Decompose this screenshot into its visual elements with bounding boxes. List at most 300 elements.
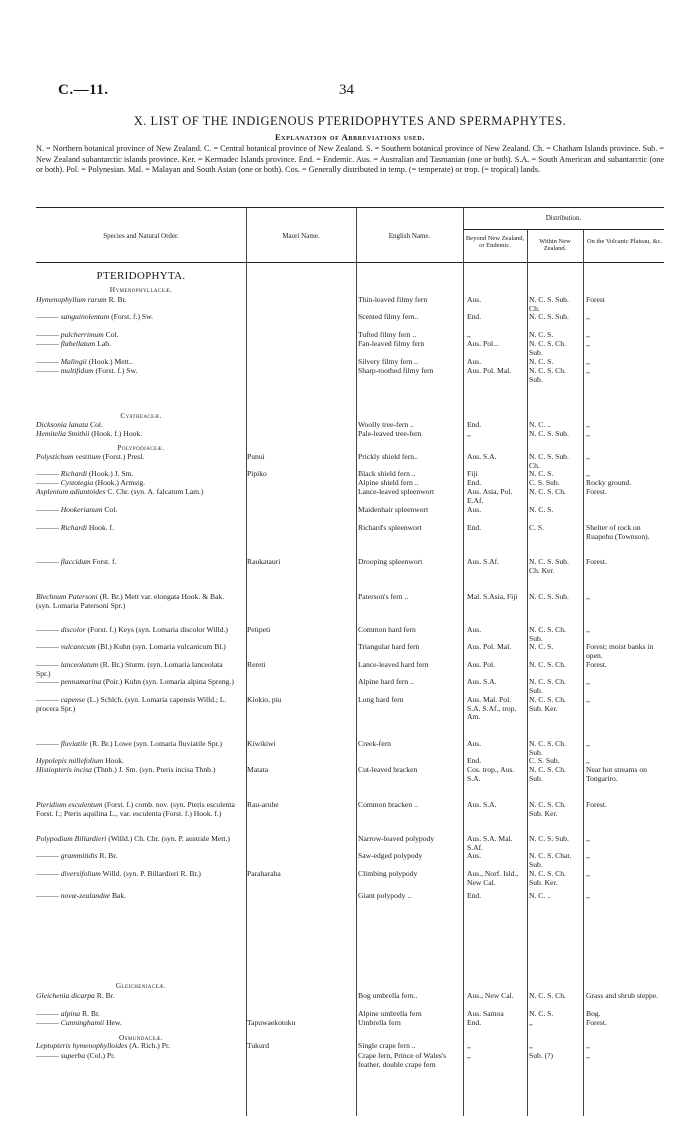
within-nz-cell: Sub. (?) [529,1051,554,1060]
english-name-cell: Scented filmy fern.. [358,312,419,321]
species-cell [36,296,236,305]
species-epithet: rarum [87,295,107,304]
species-cell [36,678,236,687]
maori-name-cell: Raukatauri [247,557,281,566]
volcanic-plateau-cell: ,, [586,695,590,704]
ditto-dash: ——— [36,339,61,348]
english-name-cell: Sharp-toothed filmy fern [358,366,434,375]
beyond-nz-cell: Aus. [467,739,482,748]
species-authority: Hew. [106,1018,122,1027]
species-authority: Col. [105,330,119,339]
species-cell [36,313,236,322]
within-nz-cell: N. C. S. [529,505,554,514]
species-cell [36,696,236,713]
genus-name: Dicksonia [36,420,69,429]
genus-name: Hypolepis [36,756,69,765]
species-epithet: Malingii [60,357,87,366]
species-epithet: sanguinolentum [60,312,110,321]
species-authority: (R. Br.) Mett var. elongata Hook. & Bak. (syn. Lomaria Patersoni Spr.) [36,592,225,610]
species-cell [36,367,236,376]
beyond-nz-cell: Aus. S.Af. [467,557,500,566]
species-authority: Hook. f. [88,523,114,532]
english-name-cell: Creek-fern [358,739,391,748]
ditto-dash: ——— [36,660,61,669]
species-cell [36,766,236,775]
within-nz-cell: ,, [529,1018,533,1027]
english-name-cell: Silvery filmy fern .. [358,357,419,366]
genus-name: Histiopteris [36,765,74,774]
beyond-nz-cell: Aus. [467,505,482,514]
within-nz-cell: N. C. S. Ch. Sub. [529,366,566,384]
ditto-dash: ——— [36,891,61,900]
volcanic-plateau-cell: ,, [586,1051,590,1060]
genus-name: Polystichum [36,452,76,461]
species-cell [36,524,236,533]
within-nz-cell: N. C. S. Ch. [529,487,566,496]
english-name-cell: Tufted filmy fern .. [358,330,417,339]
beyond-nz-cell: Aus. S.A. [467,800,497,809]
species-authority: (Poir.) Kuhn (syn. Lomaria alpina Spreng.) [103,677,234,686]
species-epithet: alpina [60,1009,81,1018]
maori-name-cell: Paraharaha [247,869,281,878]
family-heading: Osmundaceæ. [119,1033,163,1042]
species-epithet: Richardi [60,469,87,478]
species-epithet: Billardieri [74,834,107,843]
volcanic-plateau-cell: ,, [586,452,590,461]
beyond-nz-cell: ,, [467,330,471,339]
volcanic-plateau-cell: ,, [586,851,590,860]
volcanic-plateau-cell: ,, [586,869,590,878]
species-authority: (Forst. f.) Keys (syn. Lomaria discolor Willd.) [87,625,228,634]
within-nz-cell: N. C. S. Ch. Sub. Ker. [529,695,566,713]
species-authority: (Bl.) Kuhn (syn. Lomaria vulcanicum Bl.) [97,642,226,651]
maori-name-cell: Kiokio, piu [247,695,282,704]
beyond-nz-cell: End. [467,756,482,765]
english-name-cell: Umbrella fern [358,1018,401,1027]
within-nz-cell: N. C. S. Ch. Sub. Ker. [529,800,566,818]
species-epithet: Cunninghamii [60,1018,105,1027]
beyond-nz-cell: Aus. S.A. [467,452,497,461]
english-name-cell: Narrow-leaved polypody [358,834,435,843]
beyond-nz-cell: Aus., New Cal. [467,991,514,1000]
within-nz-cell: N. C. S. Ch. Sub. [529,339,566,357]
within-nz-cell: N. C. S. Sub. [529,429,569,438]
beyond-nz-cell: ,, [467,1051,471,1060]
ditto-dash: ——— [36,523,61,532]
species-epithet: lanceolatum [60,660,99,669]
volcanic-plateau-cell: Forest. [586,557,607,566]
volcanic-plateau-cell: Forest; moist banks in open. [586,642,654,660]
volcanic-plateau-cell: Rocky ground. [586,478,632,487]
ditto-dash: ——— [36,1018,61,1027]
ditto-dash: ——— [36,677,61,686]
ditto-dash: ——— [36,366,61,375]
within-nz-cell: N. C. S. Ch. Sub. Ker. [529,869,566,887]
english-name-cell: Single crape fern .. [358,1041,416,1050]
section-heading: PTERIDOPHYTA. [96,270,186,282]
volcanic-plateau-cell: ,, [586,420,590,429]
species-authority: (A. Rich.) Pr. [129,1041,170,1050]
species-epithet: Richardi [60,523,87,532]
species-epithet: diversifolium [60,869,101,878]
ditto-dash: ——— [36,357,61,366]
species-authority: (Hook.) J. Sm. [88,469,134,478]
species-authority: R. Br. [108,295,127,304]
volcanic-plateau-cell: ,, [586,739,590,748]
species-authority: (R. Br.) Sturm. (syn. Lomaria lanceolata Spr.) [36,660,223,678]
english-name-cell: Saw-edged polypody [358,851,423,860]
english-name-cell: Prickly shield fern.. [358,452,418,461]
within-nz-cell: C. S. Sub. [529,478,560,487]
distribution-rule [463,229,664,230]
within-nz-cell: C. S. [529,523,544,532]
species-authority: (Willd.) Ch. Chr. (syn. P. australe Mett.) [108,834,230,843]
within-nz-cell: N. C. S. Sub. [529,592,569,601]
genus-name: Hemitelia [36,429,68,438]
english-name-cell: Black shield fern .. [358,469,416,478]
within-nz-cell: N. C. S. [529,357,554,366]
within-nz-cell: ,, [529,1041,533,1050]
volcanic-plateau-cell: ,, [586,592,590,601]
species-cell [36,643,236,652]
page-number: 34 [339,82,354,98]
abbreviations-heading: Explanation of Abbreviations used. [274,132,426,142]
species-authority: (L.) Schlch. (syn. Lomaria capensis Willd.; L. procera Spr.) [36,695,227,713]
beyond-nz-cell: Aus. [467,851,482,860]
volcanic-plateau-cell: Forest. [586,800,607,809]
col-beyond-header: Beyond New Zealand, or Endemic. [465,235,525,250]
species-epithet: incisa [73,765,92,774]
within-nz-cell: N. C. S. Ch. [529,991,566,1000]
ditto-dash: ——— [36,625,61,634]
english-name-cell: Giant polypody .. [358,891,412,900]
english-name-cell: Lance-leaved spleenwort [358,487,435,496]
within-nz-cell: N. C. .. [529,420,551,429]
ditto-dash: ——— [36,869,61,878]
species-epithet: Hookerianum [60,505,103,514]
maori-name-cell: Punui [247,452,265,461]
ditto-dash: ——— [36,739,61,748]
ditto-dash: ——— [36,1051,61,1060]
species-epithet: pennamarina [60,677,102,686]
species-epithet: pulcherrimum [60,330,104,339]
beyond-nz-cell: End. [467,891,482,900]
column-rule [583,229,584,1116]
family-heading: Cyatheaceæ. [120,411,162,420]
species-cell [36,992,236,1001]
species-authority: (R. Br.) Lowe (syn. Lomaria fluviatile Spr.) [89,739,223,748]
volcanic-plateau-cell: ,, [586,891,590,900]
species-epithet: vulcanicum [60,642,96,651]
within-nz-cell: N. C. S. [529,1009,554,1018]
maori-name-cell: Rereti [247,660,266,669]
table-header-rule [36,262,664,263]
page-title: X. LIST OF THE INDIGENOUS PTERIDOPHYTES AND SPERMAPHYTES. [133,114,567,128]
beyond-nz-cell: End. [467,478,482,487]
english-name-cell: Pale-leaved tree-fern [358,429,422,438]
species-cell [36,801,236,818]
col-english-header: English Name. [388,232,431,240]
volcanic-plateau-cell: ,, [586,756,590,765]
species-table [36,207,664,1116]
beyond-nz-cell: Cos. trop., Aus. S.A. [467,765,515,783]
english-name-cell: Common bracken .. [358,800,418,809]
col-volcanic-header: On the Volcanic Plateau, &c. [586,238,663,245]
volcanic-plateau-cell: ,, [586,366,590,375]
species-authority: (Forst. f.) Sw. [95,366,138,375]
english-name-cell: Alpine umbrella fern [358,1009,422,1018]
beyond-nz-cell: ,, [467,429,471,438]
abbreviations-legend: N. = Northern botanical province of New Zealand. C. = Central botanical province of New Zealand. S. = Southern botanical province of New Zealand. Ch. = Chatham Islands province. Sub. = New Zealand subantarctic islands province. Ker. = Kermadec Islands province. End. = Endemic. Aus. = Australian and Tasmanian (one or both). S.A. = South American and subantarctic (one or both). Pol. = Polynesian. Mal. = Malayan and South Asian (one or both). Cos. = Generally distributed in temp. (= temperate) or trop. (= tropical) lands. [36,144,664,175]
beyond-nz-cell: End. [467,523,482,532]
species-epithet: flaccidum [60,557,91,566]
species-authority: R. Br. [99,851,118,860]
species-authority: Lab. [97,339,111,348]
species-cell [36,870,236,879]
species-cell [36,1042,236,1051]
family-heading: Gleicheniaceæ. [115,981,167,990]
english-name-cell: Triangular hard fern [358,642,420,651]
species-authority: (Hook.) Armstg. [95,478,146,487]
beyond-nz-cell: End. [467,420,482,429]
volcanic-plateau-cell: Forest. [586,1018,607,1027]
species-epithet: Cystotegia [60,478,94,487]
maori-name-cell: Tapuwaekotuku [247,1018,296,1027]
species-cell [36,453,236,462]
species-authority: Col. [90,420,103,429]
english-name-cell: Drooping spleenwort [358,557,423,566]
col-species-header: Species and Natural Order. [103,232,179,240]
within-nz-cell: C. S. Sub. [529,756,560,765]
species-cell [36,488,236,497]
document-code: C.—11. [58,82,109,98]
species-cell [36,506,236,515]
beyond-nz-cell: Aus. Pol. Mal. [467,642,512,651]
within-nz-cell: N. C. S. Ch. [529,660,566,669]
genus-name: Pteridium [36,800,69,809]
species-authority: (Forst. f.) comb. nov. (syn. Pteris esculenta Forst. f.; Pteris aquilina L., var. esculenta (Forst. f.) Hook. f.) [36,800,235,818]
within-nz-cell: N. C. S. Ch. Sub. [529,765,566,783]
family-heading: Polypodiaceæ. [117,443,165,452]
maori-name-cell: Tukurd [247,1041,270,1050]
beyond-nz-cell: Fiji [467,469,478,478]
maori-name-cell: Matata [247,765,269,774]
species-authority: (Hook. f.) Hook. [91,429,143,438]
volcanic-plateau-cell: ,, [586,469,590,478]
within-nz-cell: N. C. S. [529,642,554,651]
maori-name-cell: Kiwikiwi [247,739,276,748]
species-cell [36,852,236,861]
species-authority: (Thnb.) J. Sm. (syn. Pteris incisa Thnb.) [93,765,216,774]
species-cell [36,430,236,439]
volcanic-plateau-cell: Forest. [586,487,607,496]
beyond-nz-cell: Aus. S.A. Mal. S.Af. [467,834,513,852]
species-cell [36,892,236,901]
within-nz-cell: N. C. S. Ch. Sub. [529,677,566,695]
column-rule [527,229,528,1116]
english-name-cell: Richard's spleenwort [358,523,422,532]
ditto-dash: ——— [36,312,61,321]
ditto-dash: ——— [36,642,61,651]
volcanic-plateau-cell: Near hot streams on Tongariro. [586,765,647,783]
beyond-nz-cell: Aus. Pol. Mal. [467,366,512,375]
beyond-nz-cell: Aus. Samoa [467,1009,504,1018]
ditto-dash: ——— [36,330,61,339]
english-name-cell: Maidenhair spleenwort [358,505,429,514]
english-name-cell: Paterson's fern .. [358,592,409,601]
species-epithet: multifidum [60,366,94,375]
species-authority: (Forst. f.) Sw. [111,312,154,321]
species-epithet: esculentum [68,800,103,809]
maori-name-cell: Petipeti [247,625,271,634]
english-name-cell: Long hard fern [358,695,404,704]
maori-name-cell: Rau-aruhe [247,800,279,809]
english-name-cell: Bog umbrella fern.. [358,991,418,1000]
maori-name-cell: Pipiko [247,469,267,478]
english-name-cell: Climbing polypody [358,869,418,878]
volcanic-plateau-cell: Shelter of rock on Ruapehu (Townson). [586,523,650,541]
within-nz-cell: N. C. S. Ch. Sub. [529,739,566,757]
beyond-nz-cell: Aus. [467,357,482,366]
species-authority: (Forst.) Presl. [102,452,145,461]
english-name-cell: Crape fern, Prince of Wales's feather, double crape fern [358,1051,447,1069]
species-epithet: lanata [68,420,89,429]
species-epithet: Patersoni [68,592,98,601]
species-cell [36,558,236,567]
volcanic-plateau-cell: ,, [586,312,590,321]
within-nz-cell: N. C. S. Chat. Sub. [529,851,572,869]
beyond-nz-cell: Aus. Pol. [467,660,496,669]
species-authority: Hook. [105,756,124,765]
species-cell [36,661,236,678]
species-authority: (Col.) Pr. [87,1051,116,1060]
within-nz-cell: N. C. S. Sub. [529,312,569,321]
species-epithet: dicarpa [71,991,95,1000]
species-authority: Bak. [111,891,127,900]
volcanic-plateau-cell: ,, [586,330,590,339]
beyond-nz-cell: End. [467,1018,482,1027]
species-cell [36,593,236,610]
species-cell [36,340,236,349]
volcanic-plateau-cell: ,, [586,625,590,634]
english-name-cell: Alpine shield fern .. [358,478,419,487]
genus-name: Asplenium [36,487,70,496]
genus-name: Polypodium [36,834,75,843]
ditto-dash: ——— [36,851,61,860]
beyond-nz-cell: Aus. Mal. Pol. S.A. S.Af., trop. Am. [467,695,517,722]
within-nz-cell: N. C. S. [529,330,554,339]
species-authority: C. Chr. (syn. A. falcatum Lam.) [107,487,204,496]
within-nz-cell: N. C. S. Ch. Sub. [529,625,566,643]
volcanic-plateau-cell: Forest [586,295,605,304]
genus-name: Gleichenia [36,991,72,1000]
within-nz-cell: N. C. S. Sub. [529,834,569,843]
species-authority: Forst. f. [92,557,117,566]
english-name-cell: Cut-leaved bracken [358,765,418,774]
ditto-dash: ——— [36,505,61,514]
english-name-cell: Lance-leaved hard fern [358,660,429,669]
family-heading: Hymenophyllaceæ. [109,285,173,294]
col-maori-header: Maori Name. [282,232,320,240]
species-epithet: vestitum [75,452,101,461]
ditto-dash: ——— [36,695,61,704]
species-authority: R. Br. [96,991,115,1000]
volcanic-plateau-cell: Bog. [586,1009,601,1018]
table-top-rule [36,207,664,208]
species-epithet: superba [60,1051,86,1060]
ditto-dash: ——— [36,557,61,566]
species-authority: (Hook.) Mett.. [88,357,133,366]
species-cell [36,740,236,749]
beyond-nz-cell: Aus. S.A. [467,677,497,686]
species-epithet: fluviatile [60,739,88,748]
species-cell [36,835,236,844]
volcanic-plateau-cell: ,, [586,1041,590,1050]
volcanic-plateau-cell: Forest. [586,660,607,669]
english-name-cell: Fan-leaved filmy fern [358,339,425,348]
volcanic-plateau-cell: Grass and shrub steppe. [586,991,659,1000]
within-nz-cell: N. C. S. Sub. Ch. Ker. [529,557,569,575]
genus-name: Leptopteris [36,1041,73,1050]
english-name-cell: Thin-leaved filmy fern [358,295,428,304]
column-rule [463,207,464,1116]
species-epithet: grammitidis [60,851,98,860]
volcanic-plateau-cell: ,, [586,339,590,348]
beyond-nz-cell: End. [467,312,482,321]
within-nz-cell: N. C. S. Sub. Ch. [529,295,569,313]
genus-name: Blechnum [36,592,69,601]
volcanic-plateau-cell: ,, [586,429,590,438]
species-epithet: capense [60,695,86,704]
species-epithet: hymenophylloides [72,1041,128,1050]
volcanic-plateau-cell: ,, [586,677,590,686]
species-epithet: flabellatum [60,339,96,348]
species-epithet: Smithii [67,429,90,438]
within-nz-cell: N. C. S. Sub. Ch. [529,452,569,470]
species-epithet: novæ-zealandiæ [60,891,111,900]
col-distribution-header: Distribution. [545,214,582,222]
beyond-nz-cell: Aus. [467,625,482,634]
species-cell [36,1052,236,1061]
genus-name: Hymenophyllum [36,295,88,304]
ditto-dash: ——— [36,469,61,478]
species-epithet: millefolium [68,756,104,765]
species-authority: Willd. (syn. P. Billardieri R. Br.) [102,869,201,878]
beyond-nz-cell: ,, [467,1041,471,1050]
within-nz-cell: N. C. S. [529,469,554,478]
volcanic-plateau-cell: ,, [586,834,590,843]
beyond-nz-cell: Aus. [467,295,482,304]
species-epithet: discolor [60,625,86,634]
english-name-cell: Woolly tree-fern .. [358,420,414,429]
english-name-cell: Common hard fern [358,625,416,634]
beyond-nz-cell: Mal. S.Asia, Fiji [467,592,518,601]
species-authority: Col. [104,505,118,514]
species-cell [36,626,236,635]
ditto-dash: ——— [36,1009,61,1018]
english-name-cell: Alpine hard fern .. [358,677,414,686]
within-nz-cell: N. C. .. [529,891,551,900]
volcanic-plateau-cell: ,, [586,357,590,366]
beyond-nz-cell: Aus., Norf. Isld., New Cal. [467,869,519,887]
beyond-nz-cell: Aus. Asia, Pol. E.Af. [467,487,513,505]
col-within-header: Within New Zealand. [539,238,571,253]
species-authority: R. Br. [82,1009,100,1018]
species-cell [36,1019,236,1028]
beyond-nz-cell: Aus. Pol... [467,339,499,348]
ditto-dash: ——— [36,478,61,487]
species-epithet: adiantoides [69,487,106,496]
